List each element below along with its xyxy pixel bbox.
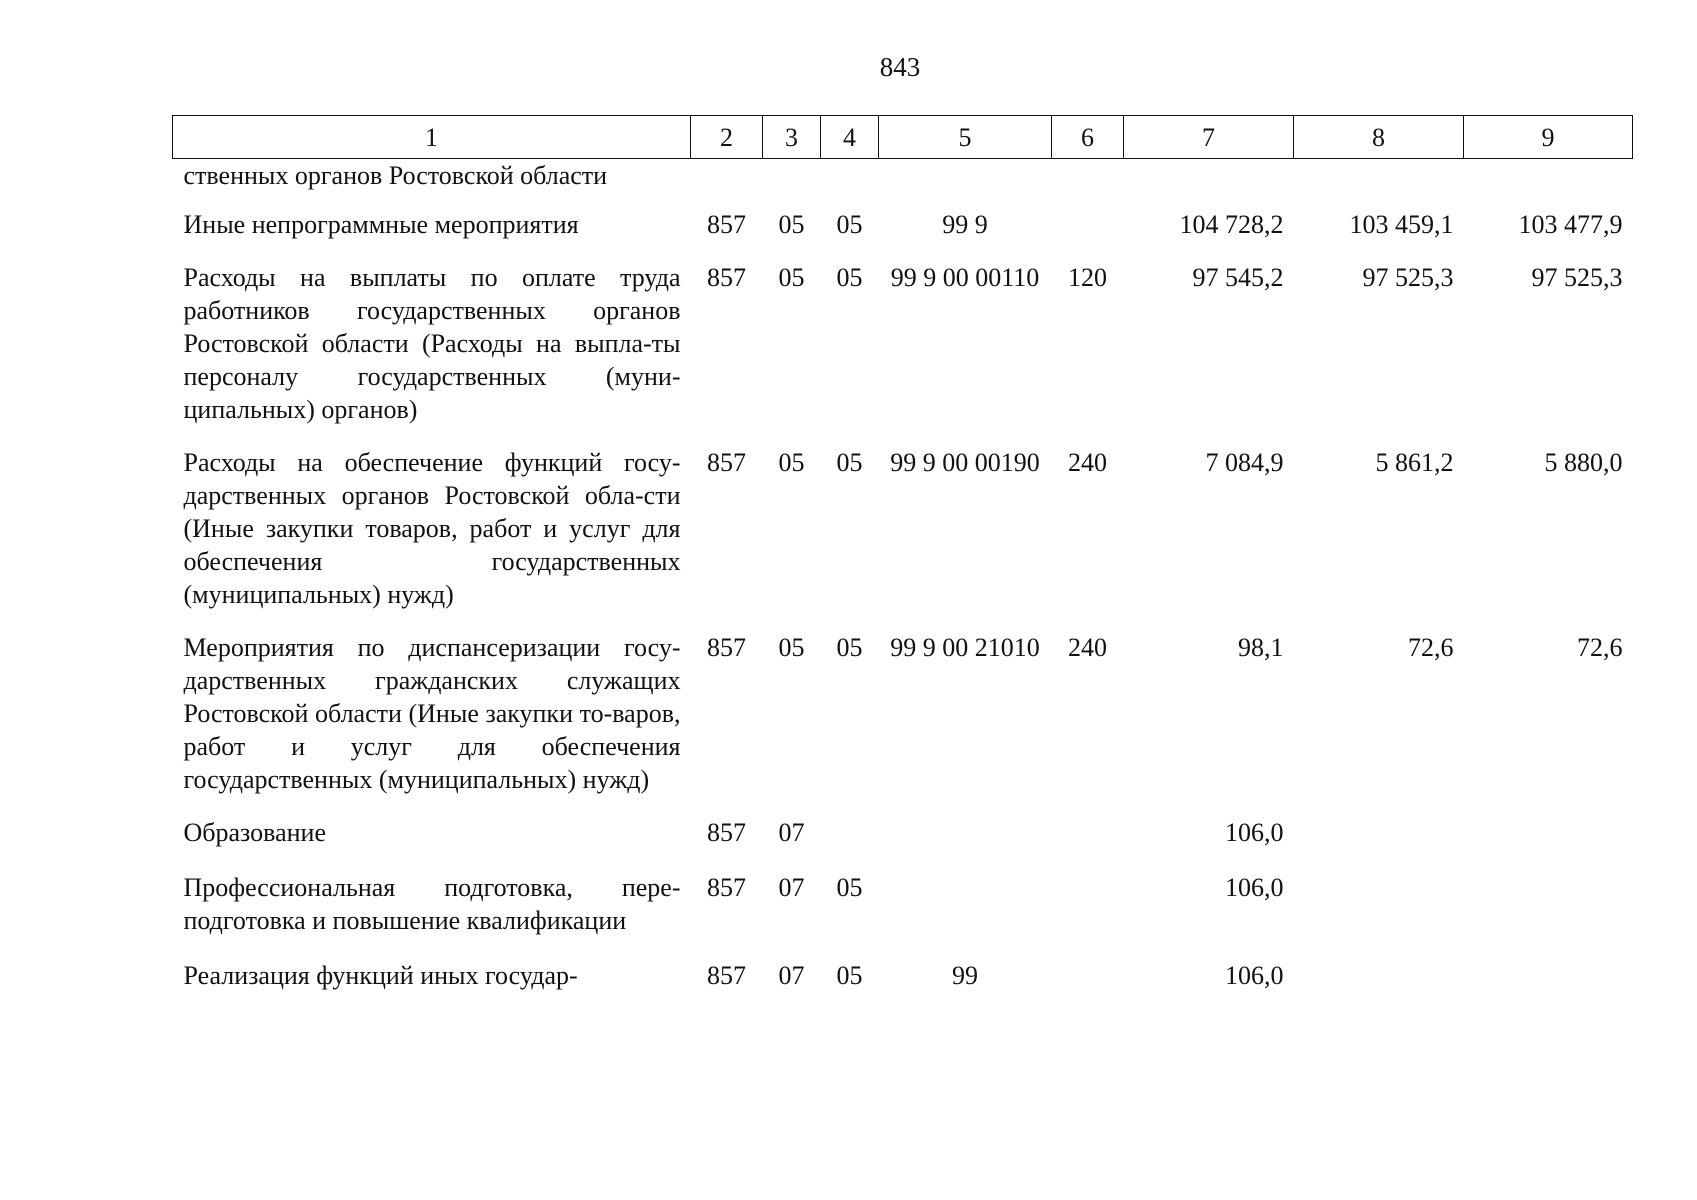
amount-col9: 5 880,0 bbox=[1544, 448, 1623, 477]
amount-col8 bbox=[1294, 159, 1464, 209]
ministry-code bbox=[691, 159, 763, 209]
section-code: 05 bbox=[778, 263, 805, 292]
amount-col7: 97 545,2 bbox=[1192, 263, 1284, 292]
row-description: Мероприятия по диспансеризации госу-дарственных гражданских служащих Ростовской области (Иные закупки то-варов, работ и услуг для обеспечения государственных (муниципальных) нужд) bbox=[183, 633, 681, 794]
section-code: 07 bbox=[778, 818, 805, 847]
subsection-code bbox=[821, 159, 879, 209]
ministry-code: 857 bbox=[707, 873, 746, 902]
expense-type-code: 240 bbox=[1068, 633, 1107, 662]
row-description: Образование bbox=[183, 818, 327, 847]
budget-table bbox=[172, 115, 1633, 1012]
target-article-code bbox=[879, 816, 1052, 871]
subsection-code: 05 bbox=[836, 873, 863, 902]
column-header: 5 bbox=[879, 116, 1052, 159]
amount-col8 bbox=[1294, 959, 1464, 1012]
section-code: 05 bbox=[778, 210, 805, 239]
ministry-code: 857 bbox=[707, 818, 746, 847]
amount-col7: 106,0 bbox=[1225, 873, 1284, 902]
column-header: 2 bbox=[691, 116, 763, 159]
column-header: 8 bbox=[1294, 116, 1464, 159]
row-description: Реализация функций иных государ- bbox=[183, 961, 578, 990]
amount-col7: 98,1 bbox=[1238, 633, 1284, 662]
target-article-code bbox=[879, 871, 1052, 959]
amount-col7 bbox=[1124, 159, 1294, 209]
section-code: 05 bbox=[778, 633, 805, 662]
table-row bbox=[173, 816, 1633, 871]
row-description: Иные непрограммные мероприятия bbox=[183, 210, 579, 239]
amount-col7: 104 728,2 bbox=[1179, 210, 1284, 239]
subsection-code: 05 bbox=[836, 263, 863, 292]
amount-col9 bbox=[1464, 159, 1633, 209]
expense-type-code bbox=[1052, 871, 1124, 959]
target-article-code: 99 9 bbox=[942, 210, 988, 239]
subsection-code: 05 bbox=[836, 448, 863, 477]
table-row bbox=[173, 261, 1633, 446]
ministry-code: 857 bbox=[707, 961, 746, 990]
target-article-code bbox=[879, 159, 1052, 209]
ministry-code: 857 bbox=[707, 210, 746, 239]
table-row bbox=[173, 159, 1633, 209]
ministry-code: 857 bbox=[707, 448, 746, 477]
section-code: 05 bbox=[778, 448, 805, 477]
target-article-code: 99 9 00 21010 bbox=[890, 633, 1040, 662]
column-header: 7 bbox=[1124, 116, 1294, 159]
table-row bbox=[173, 871, 1633, 959]
row-description: Расходы на обеспечение функций госу-дарственных органов Ростовской обла-сти (Иные закупки товаров, работ и услуг для обеспечения государственных (муниципальных) нужд) bbox=[183, 448, 681, 609]
amount-col8 bbox=[1294, 816, 1464, 871]
target-article-code: 99 9 00 00110 bbox=[890, 263, 1040, 292]
section-code: 07 bbox=[778, 961, 805, 990]
expense-type-code bbox=[1052, 208, 1124, 261]
section-code bbox=[763, 159, 821, 209]
amount-col9: 97 525,3 bbox=[1531, 263, 1623, 292]
expense-type-code bbox=[1052, 159, 1124, 209]
subsection-code: 05 bbox=[836, 210, 863, 239]
amount-col7: 7 084,9 bbox=[1205, 448, 1284, 477]
row-description: Профессиональная подготовка, пере-подготовка и повышение квалификации bbox=[183, 873, 681, 935]
amount-col8: 103 459,1 bbox=[1349, 210, 1454, 239]
section-code: 07 bbox=[778, 873, 805, 902]
amount-col9: 72,6 bbox=[1577, 633, 1623, 662]
amount-col7: 106,0 bbox=[1225, 961, 1284, 990]
amount-col8: 5 861,2 bbox=[1375, 448, 1454, 477]
target-article-code: 99 9 00 00190 bbox=[890, 448, 1040, 477]
amount-col9 bbox=[1464, 816, 1633, 871]
column-header: 4 bbox=[821, 116, 879, 159]
amount-col9: 103 477,9 bbox=[1518, 210, 1623, 239]
row-description: ственных органов Ростовской области bbox=[183, 161, 608, 190]
amount-col8 bbox=[1294, 871, 1464, 959]
target-article-code: 99 bbox=[952, 961, 978, 990]
amount-col9 bbox=[1464, 871, 1633, 959]
expense-type-code: 240 bbox=[1068, 448, 1107, 477]
column-header: 1 bbox=[173, 116, 691, 159]
page-number: 843 bbox=[879, 52, 921, 82]
amount-col8: 97 525,3 bbox=[1362, 263, 1454, 292]
column-header: 9 bbox=[1464, 116, 1633, 159]
column-header: 3 bbox=[763, 116, 821, 159]
expense-type-code bbox=[1052, 816, 1124, 871]
ministry-code: 857 bbox=[707, 633, 746, 662]
column-header: 6 bbox=[1052, 116, 1124, 159]
subsection-code: 05 bbox=[836, 961, 863, 990]
ministry-code: 857 bbox=[707, 263, 746, 292]
table-row bbox=[173, 208, 1633, 261]
amount-col9 bbox=[1464, 959, 1633, 1012]
subsection-code bbox=[821, 816, 879, 871]
table-row bbox=[173, 446, 1633, 631]
amount-col8: 72,6 bbox=[1408, 633, 1454, 662]
row-description: Расходы на выплаты по оплате труда работников государственных органов Ростовской области (Расходы на выпла-ты персоналу государственных (муни-ципальных) органов) bbox=[183, 263, 681, 424]
expense-type-code bbox=[1052, 959, 1124, 1012]
table-row bbox=[173, 631, 1633, 816]
table-row bbox=[173, 959, 1633, 1012]
expense-type-code: 120 bbox=[1068, 263, 1107, 292]
subsection-code: 05 bbox=[836, 633, 863, 662]
table-header-row bbox=[173, 116, 1633, 159]
amount-col7: 106,0 bbox=[1225, 818, 1284, 847]
